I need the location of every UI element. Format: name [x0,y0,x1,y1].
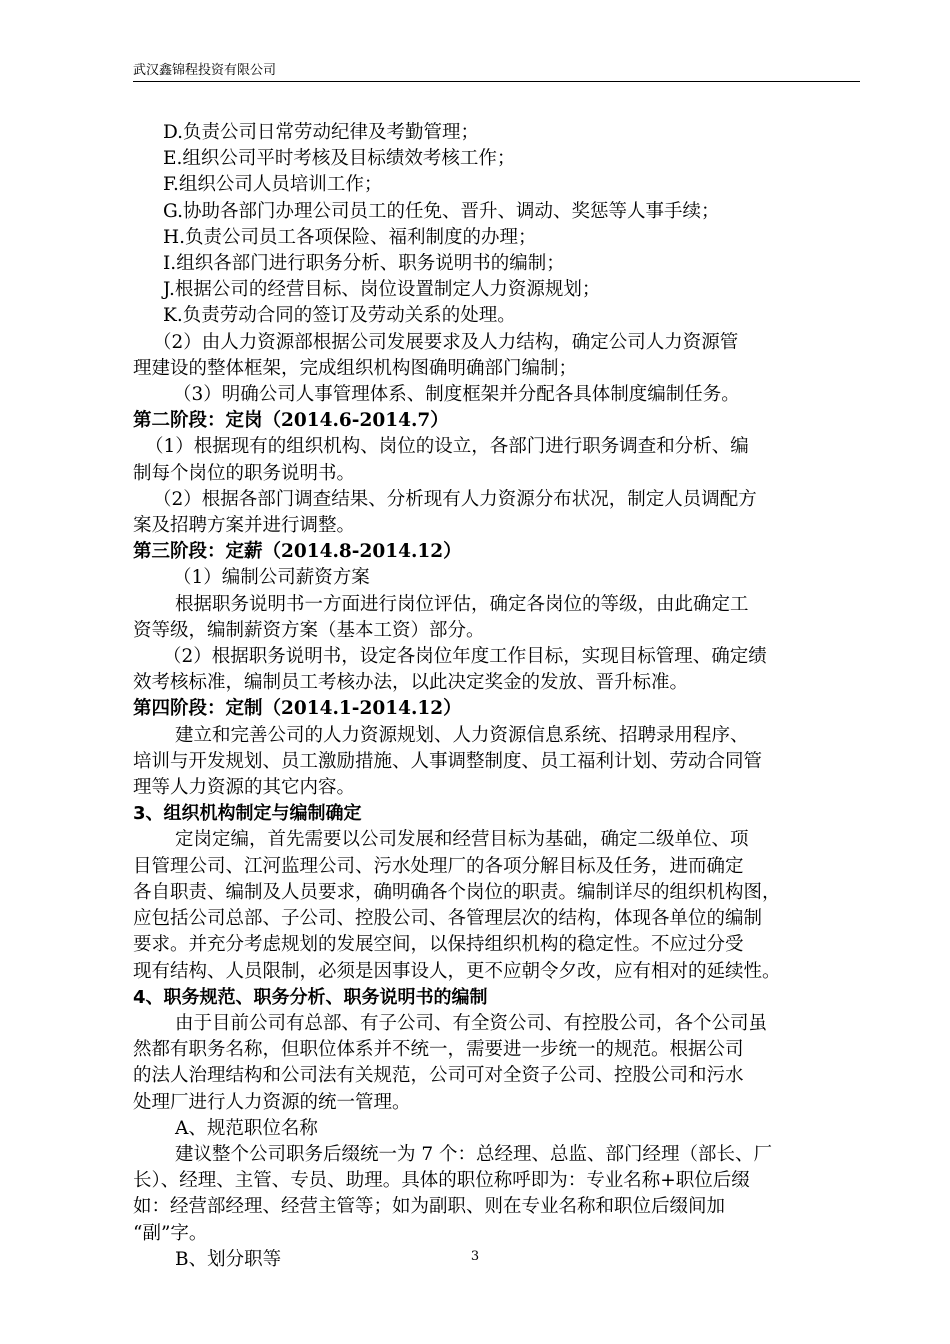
paragraph-line: K.负责劳动合同的签订及劳动关系的处理。 [163,305,516,327]
paragraph-line: （2）根据职务说明书，设定各岗位年度工作目标，实现目标管理、确定绩 [163,646,767,668]
paragraph-line: 效考核标准，编制员工考核办法，以此决定奖金的发放、晋升标准。 [133,672,689,694]
paragraph-line: （1）根据现有的组织机构、岗位的设立，各部门进行职务调查和分析、编 [145,436,749,458]
page-header: 武汉鑫锦程投资有限公司 [133,62,860,82]
paragraph-line: 处理厂进行人力资源的统一管理。 [133,1091,411,1113]
paragraph-line: 理等人力资源的其它内容。 [133,777,356,799]
paragraph-line: 各自职责、编制及人员要求，确明确各个岗位的职责。编制详尽的组织机构图， [133,881,781,903]
paragraph-line: 资等级，编制薪资方案（基本工资）部分。 [133,619,485,641]
paragraph-line: 如：经营部经理、经营主管等；如为副职、则在专业名称和职位后缀间加 [133,1196,726,1218]
document-body [133,120,861,1273]
section-heading: 第二阶段：定岗（2014.6-2014.7） [133,410,449,432]
paragraph-line: B、划分职等 [175,1248,282,1270]
paragraph-line: 定岗定编，首先需要以公司发展和经营目标为基础，确定二级单位、项 [175,829,749,851]
paragraph-line: 制每个岗位的职务说明书。 [133,462,356,484]
paragraph-line: F.组织公司人员培训工作； [163,174,383,196]
paragraph-line: D.负责公司日常劳动纪律及考勤管理； [163,122,480,143]
paragraph-line: 长）、经理、主管、专员、助理。具体的职位称呼即为：专业名称+职位后缀 [133,1170,750,1192]
section-heading: 3、组织机构制定与编制确定 [133,803,362,825]
paragraph-line: A、规范职位名称 [175,1117,318,1139]
paragraph-line: 建议整个公司职务后缀统一为 7 个：总经理、总监、部门经理（部长、厂 [175,1143,773,1165]
paragraph-line: 根据职务说明书一方面进行岗位评估，确定各岗位的等级，由此确定工 [175,593,749,615]
paragraph-line: 培训与开发规划、员工激励措施、人事调整制度、员工福利计划、劳动合同管 [133,750,763,772]
paragraph-line: （2）根据各部门调查结果、分析现有人力资源分布状况，制定人员调配方 [153,488,757,510]
paragraph-line: 建立和完善公司的人力资源规划、人力资源信息系统、招聘录用程序、 [175,724,749,746]
paragraph-line: 要求。并充分考虑规划的发展空间，以保持组织机构的稳定性。不应过分受 [133,934,744,956]
paragraph-line: 应包括公司总部、子公司、控股公司、各管理层次的结构，体现各单位的编制 [133,908,763,930]
paragraph-line: （1）编制公司薪资方案 [173,567,370,589]
page-number: 3 [470,1249,480,1264]
section-heading: 4、职务规范、职务分析、职务说明书的编制 [133,986,488,1008]
paragraph-line: 现有结构、人员限制，必须是因事设人，更不应朝令夕改，应有相对的延续性。 [133,960,781,982]
paragraph-line: 然都有职务名称，但职位体系并不统一，需要进一步统一的规范。根据公司 [133,1039,744,1061]
paragraph-line: 目管理公司、江河监理公司、污水处理厂的各项分解目标及任务，进而确定 [133,855,744,877]
section-heading: 第四阶段：定制（2014.1-2014.12） [133,698,462,720]
paragraph-line: “副”字。 [133,1222,208,1244]
paragraph-line: E.组织公司平时考核及目标绩效考核工作； [163,148,516,170]
paragraph-line: 案及招聘方案并进行调整。 [133,515,356,537]
paragraph-line: 由于目前公司有总部、有子公司、有全资公司、有控股公司，各个公司虽 [175,1012,768,1034]
paragraph-line: G.协助各部门办理公司员工的任免、晋升、调动、奖惩等人事手续； [163,200,720,222]
paragraph-line: （2）由人力资源部根据公司发展要求及人力结构，确定公司人力资源管 [153,331,739,353]
paragraph-line: H.负责公司员工各项保险、福利制度的办理； [163,226,537,248]
section-heading: 第三阶段：定薪（2014.8-2014.12） [133,541,462,563]
paragraph-line: 理建设的整体框架，完成组织机构图确明确部门编制； [133,357,578,379]
paragraph-line: （3）明确公司人事管理体系、制度框架并分配各具体制度编制任务。 [173,384,740,406]
paragraph-line: I.组织各部门进行职务分析、职务说明书的编制； [163,253,565,275]
paragraph-line: J.根据公司的经营目标、岗位设置制定人力资源规划； [163,279,601,301]
paragraph-line: 的法人治理结构和公司法有关规范，公司可对全资子公司、控股公司和污水 [133,1065,744,1087]
